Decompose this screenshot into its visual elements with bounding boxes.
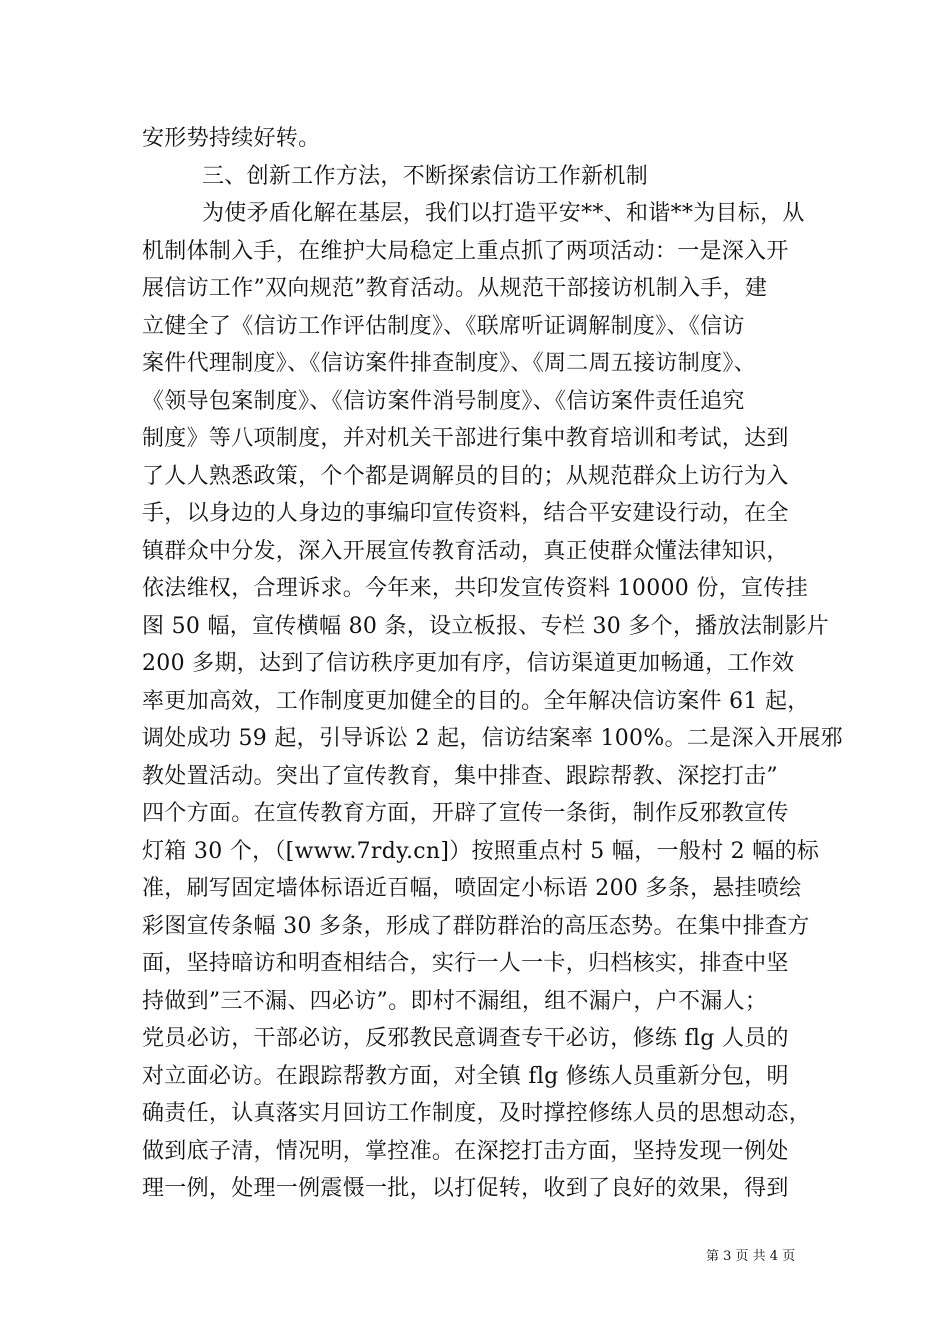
text-line: 理一例，处理一例震慑一批，以打促转，收到了良好的效果，得到 — [142, 1176, 789, 1201]
text-line: 灯箱 30 个，（[www.7rdy.cn]）按照重点村 5 幅，一般村 2 幅的标 — [142, 838, 820, 864]
text-line: 手，以身边的人身边的事编印宣传资料，结合平安建设行动，在全 — [142, 501, 789, 526]
text-line: 立健全了《信访工作评估制度》、《联席听证调解制度》、《信访 — [142, 313, 745, 339]
page-number-footer: 第 3 页 共 4 页 — [706, 1249, 796, 1264]
text-line: 党员必访，干部必访，反邪教民意调查专干必访，修练 flg 人员的 — [142, 1026, 789, 1051]
text-line: 调处成功 59 起，引导诉讼 2 起，信访结案率 100%。二是深入开展邪 — [142, 726, 843, 751]
text-line: 确责任，认真落实月回访工作制度，及时撑控修练人员的思想动态， — [142, 1101, 812, 1126]
text-line: 机制体制入手，在维护大局稳定上重点抓了两项活动：一是深入开 — [142, 238, 789, 264]
text-line: 面，坚持暗访和明查相结合，实行一人一卡，归档核实，排查中坚 — [142, 951, 789, 976]
section-heading: 三、创新工作方法，不断探索信访工作新机制 — [202, 163, 649, 189]
text-line: 做到底子清，情况明，掌控准。在深挖打击方面，坚持发现一例处 — [142, 1138, 789, 1164]
text-line: 镇群众中分发，深入开展宣传教育活动，真正使群众懂法律知识， — [142, 538, 789, 564]
text-line: 展信访工作”双向规范”教育活动。从规范干部接访机制入手，建 — [142, 276, 768, 301]
paragraph-start: 为使矛盾化解在基层，我们以打造平安**、和谐**为目标，从 — [202, 201, 805, 226]
text-line: 彩图宣传条幅 30 多条，形成了群防群治的高压态势。在集中排查方 — [142, 913, 810, 939]
text-line: 依法维权，合理诉求。今年来，共印发宣传资料 10000 份，宣传挂 — [142, 576, 808, 601]
text-line: 了人人熟悉政策，个个都是调解员的目的；从规范群众上访行为入 — [142, 463, 789, 489]
text-line: 安形势持续好转。 — [142, 126, 321, 151]
text-line: 图 50 幅，宣传横幅 80 条，设立板报、专栏 30 多个，播放法制影片 — [142, 613, 830, 639]
body-text — [142, 120, 843, 1208]
text-line: 《领导包案制度》、《信访案件消号制度》、《信访案件责任追究 — [142, 388, 745, 414]
text-line: 率更加高效，工作制度更加健全的目的。全年解决信访案件 61 起， — [142, 688, 810, 714]
text-line: 四个方面。在宣传教育方面，开辟了宣传一条街，制作反邪教宣传 — [142, 801, 789, 826]
text-line: 准，刷写固定墙体标语近百幅，喷固定小标语 200 多条，悬挂喷绘 — [142, 876, 802, 901]
text-line: 制度》等八项制度，并对机关干部进行集中教育培训和考试，达到 — [142, 426, 789, 451]
text-line: 200 多期，达到了信访秩序更加有序，信访渠道更加畅通，工作效 — [142, 651, 795, 676]
text-line: 案件代理制度》、《信访案件排查制度》、《周二周五接访制度》、 — [142, 351, 757, 376]
text-line: 教处置活动。突出了宣传教育，集中排查、跟踪帮教、深挖打击” — [142, 763, 778, 789]
text-line: 对立面必访。在跟踪帮教方面，对全镇 flg 修练人员重新分包，明 — [142, 1063, 789, 1089]
text-line: 持做到”三不漏、四必访”。即村不漏组，组不漏户，户不漏人； — [142, 988, 768, 1014]
